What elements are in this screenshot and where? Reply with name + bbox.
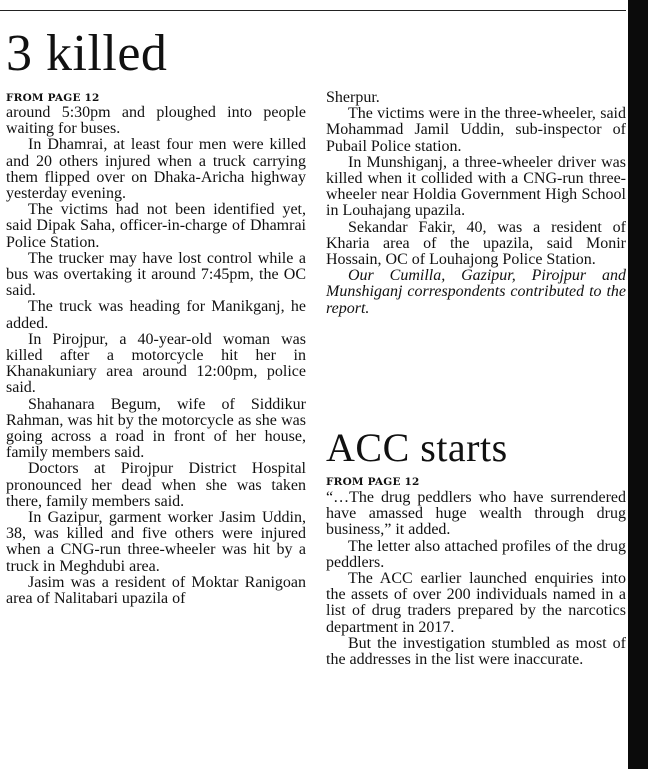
page-edge-shadow [628, 0, 648, 769]
paragraph: In Pirojpur, a 40-year-old woman was killed after a motorcycle hit her in Khanakuniary area around 12:00pm, police said. [6, 330, 306, 397]
paragraph: Jasim was a resident of Moktar Ranigoan area of Nalitabari upazila of [6, 573, 306, 608]
paragraph: “…The drug peddlers who have surrendered have amassed huge wealth through drug business,” it added. [326, 489, 626, 539]
paragraph: In Gazipur, garment worker Jasim Uddin, 38, was killed and five others were injured when a CNG-run three-wheeler was hit by a truck in Meghdubi area. [6, 509, 306, 575]
paragraph: The victims had not been identified yet, said Dipak Saha, officer-in-charge of Dhamrai Police Station. [6, 201, 306, 251]
paragraph: But the investigation stumbled as most of the addresses in the list were inaccurate. [326, 634, 626, 669]
paragraph: The victims were in the three-wheeler, said Mohammad Jamil Uddin, sub-inspector of Pubail Police station. [326, 105, 626, 155]
paragraph: Sherpur. [326, 89, 380, 106]
paragraph: Shahanara Begum, wife of Siddikur Rahman, was hit by the motorcycle as she was going across a road in front of her house, family members said. [6, 395, 306, 462]
story2-headline: ACC starts [326, 425, 508, 470]
top-rule [0, 10, 626, 11]
paragraph: Doctors at Pirojpur District Hospital pronounced her dead when she was taken there, family members said. [6, 460, 306, 510]
paragraph: The letter also attached profiles of the drug peddlers. [326, 537, 626, 571]
story1-headline: 3 killed [6, 25, 168, 82]
paragraph: The trucker may have lost control while a bus was overtaking it around 7:45pm, the OC said. [6, 249, 306, 300]
paragraph: around 5:30pm and ploughed into people waiting for buses. [6, 104, 306, 138]
story1-jump-line: FROM PAGE 12 [6, 92, 100, 104]
paragraph: In Munshiganj, a three-wheeler driver was killed when it collided with a CNG-run three-wheeler near Holdia Government High School in Louhajang upazila. [326, 153, 626, 220]
paragraph: In Dhamrai, at least four men were killed and 20 others injured when a truck carrying them flipped over on Dhaka-Aricha highway yesterday evening. [6, 136, 306, 203]
paragraph: The ACC earlier launched enquiries into the assets of over 200 individuals named in a list of drug traders prepared by the narcotics department in 2017. [326, 570, 626, 636]
story2-body [326, 490, 626, 668]
story2-jump-line: FROM PAGE 12 [326, 476, 420, 488]
story1-body-right [326, 90, 626, 317]
story1-credit-line: Our Cumilla, Gazipur, Pirojpur and Munshiganj correspondents contributed to the report. [326, 267, 626, 317]
paragraph: The truck was heading for Manikganj, he added. [6, 298, 306, 332]
story1-body-left [6, 105, 306, 607]
paragraph: Sekandar Fakir, 40, was a resident of Kharia area of the upazila, said Monir Hossain, OC of Louhajong Police Station. [326, 218, 626, 269]
